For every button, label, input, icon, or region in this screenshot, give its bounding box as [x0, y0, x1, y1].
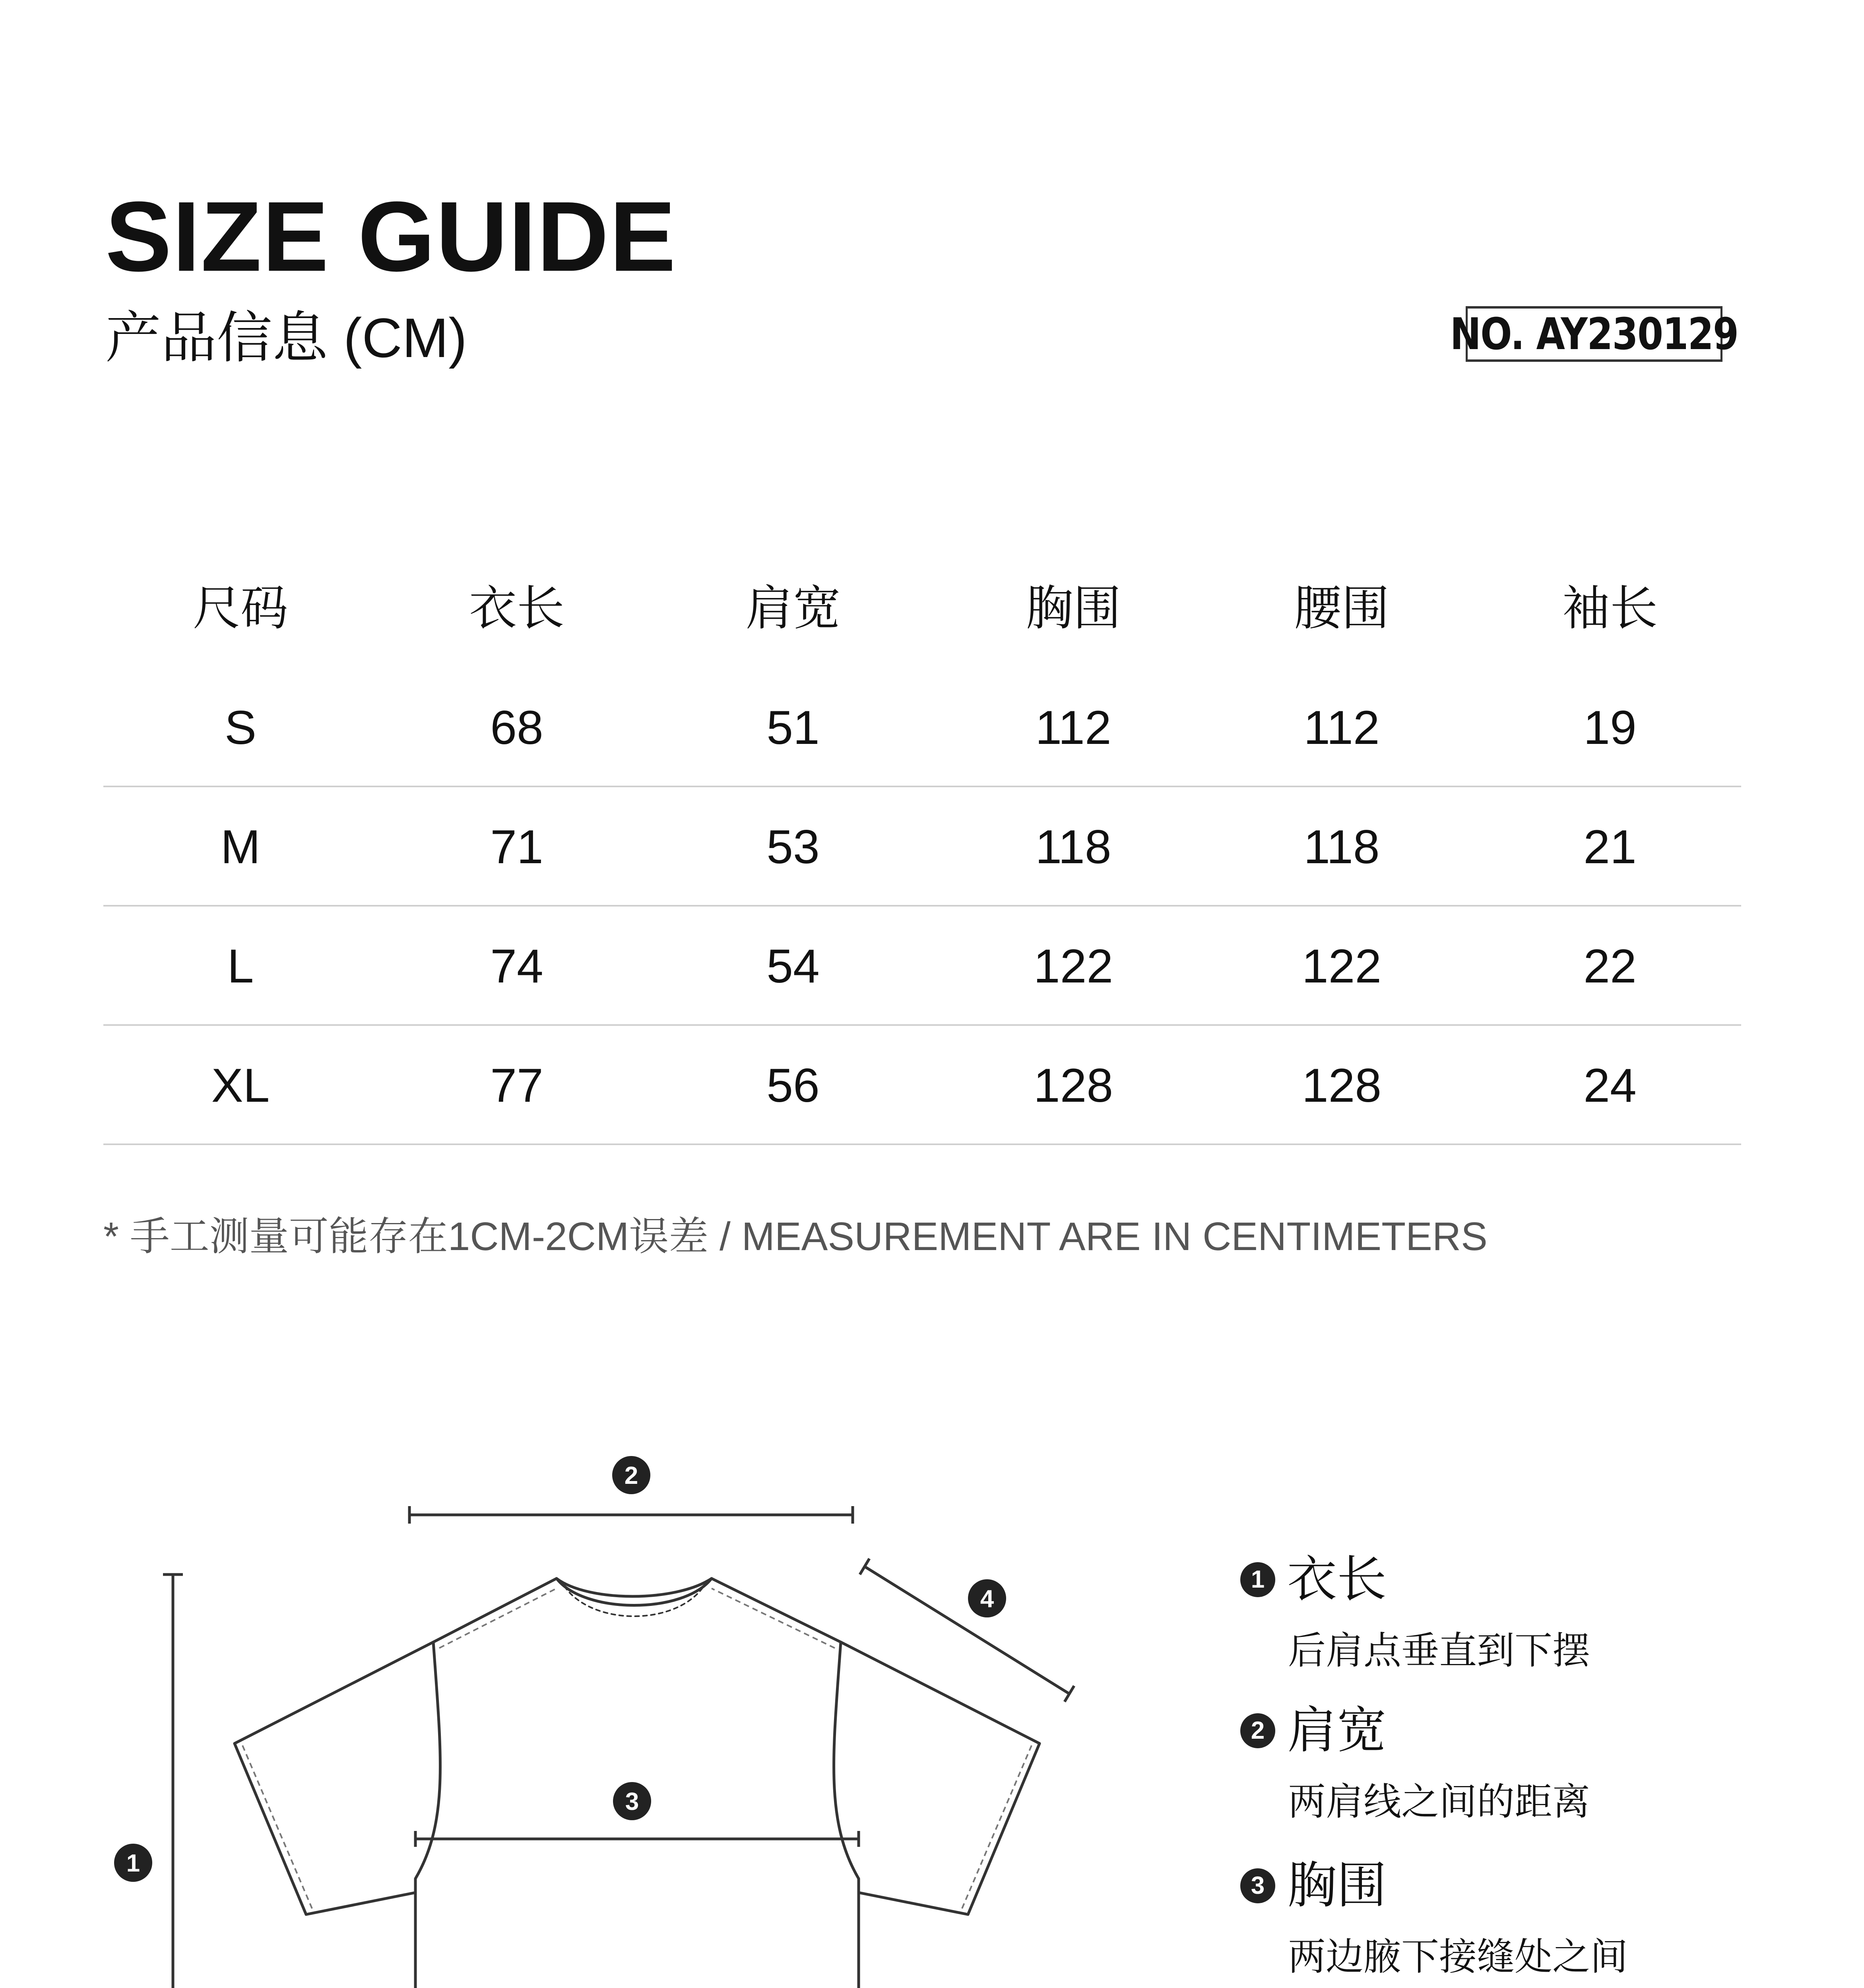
product-number-badge: NO. AY230129 — [1466, 306, 1722, 362]
left-sleeve — [235, 1642, 433, 1914]
number-badge: 2 — [1240, 1713, 1275, 1748]
marker-label: 3 — [625, 1788, 639, 1815]
table-cell: L — [227, 940, 254, 993]
table-cell: 74 — [490, 940, 543, 993]
table-cell: 56 — [766, 1059, 820, 1112]
column-header: 腰围 — [1294, 582, 1389, 635]
table-cell: 122 — [1302, 940, 1382, 993]
column-header: 衣长 — [469, 582, 564, 635]
size-table — [103, 549, 1741, 1145]
table-cell: S — [224, 701, 257, 754]
legend-title: 肩宽 — [1287, 1703, 1387, 1758]
table-row — [103, 1026, 1741, 1145]
marker-2 — [612, 1456, 650, 1494]
table-cell: 112 — [1303, 701, 1380, 754]
table-header-row — [103, 549, 1741, 668]
row-divider — [103, 1143, 1741, 1145]
table-cell: M — [221, 820, 260, 874]
table-cell: 128 — [1033, 1059, 1113, 1112]
legend-item-length — [1240, 1552, 1591, 1672]
table-cell: 118 — [1303, 820, 1380, 874]
marker-3 — [613, 1782, 651, 1820]
table-cell: 71 — [490, 820, 543, 874]
page-subtitle: 产品信息 (CM) — [105, 307, 467, 369]
table-cell: 22 — [1583, 940, 1637, 993]
table-row — [103, 668, 1741, 787]
table-cell: 19 — [1583, 701, 1637, 754]
marker-label: 1 — [126, 1850, 140, 1877]
table-cell: 128 — [1302, 1059, 1382, 1112]
marker-label: 4 — [980, 1585, 994, 1613]
marker-1 — [114, 1844, 152, 1882]
measure-line-sleeve — [865, 1567, 1069, 1694]
table-cell: 118 — [1035, 820, 1111, 874]
table-row — [103, 907, 1741, 1026]
table-cell: 54 — [766, 940, 820, 993]
column-header: 肩宽 — [745, 582, 841, 635]
table-cell: 51 — [766, 701, 820, 754]
legend-title: 胸围 — [1287, 1858, 1387, 1913]
legend-desc: 后肩点垂直到下摆 — [1288, 1630, 1591, 1672]
measurement-note: * 手工测量可能存在1CM-2CM误差 / MEASUREMENT ARE IN CENTIMETERS — [103, 1214, 1488, 1259]
table-cell: 68 — [490, 701, 543, 754]
page-title: SIZE GUIDE — [105, 181, 677, 292]
legend-title: 衣长 — [1287, 1552, 1387, 1607]
table-cell: 24 — [1583, 1059, 1637, 1112]
legend-desc: 两肩线之间的距离 — [1288, 1781, 1591, 1823]
table-cell: 77 — [490, 1059, 543, 1112]
marker-label: 2 — [624, 1462, 638, 1489]
table-cell: 122 — [1033, 940, 1113, 993]
right-sleeve — [841, 1642, 1040, 1914]
marker-4 — [968, 1579, 1006, 1617]
number-badge: 3 — [1240, 1868, 1275, 1903]
legend-desc: 两边腋下接缝处之间 — [1288, 1936, 1628, 1978]
table-cell: 53 — [766, 820, 820, 874]
legend-item-shoulder — [1240, 1703, 1591, 1823]
table-row — [103, 787, 1741, 907]
column-header: 胸围 — [1026, 582, 1121, 635]
table-cell: 112 — [1035, 701, 1111, 754]
column-header: 袖长 — [1562, 582, 1658, 635]
column-header: 尺码 — [193, 582, 288, 635]
number-badge: 1 — [1240, 1562, 1275, 1597]
table-cell: XL — [211, 1059, 270, 1112]
table-cell: 21 — [1583, 820, 1637, 874]
legend-item-chest — [1240, 1858, 1628, 1978]
